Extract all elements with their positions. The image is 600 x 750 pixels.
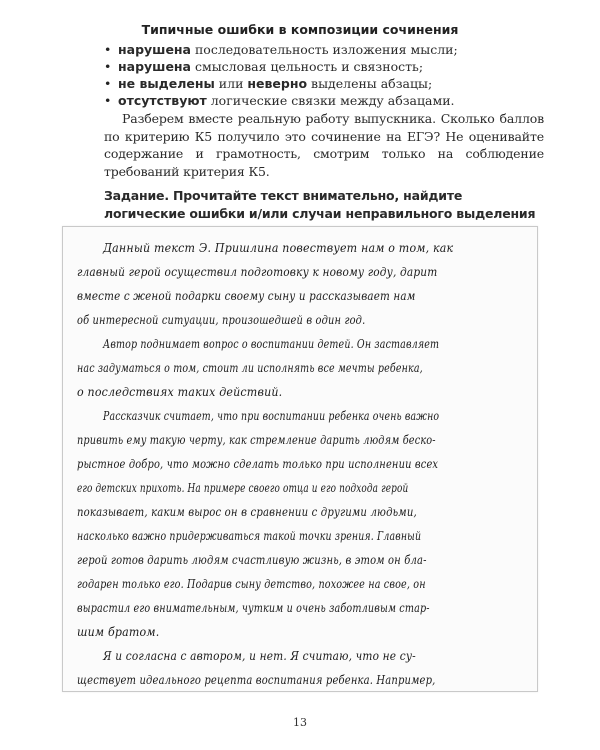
handwritten-line: главный герой осуществил подготовку к новому году, дарит xyxy=(77,265,438,279)
handwritten-line: о последствиях таких действий. xyxy=(77,385,283,399)
list-item: • отсутствуют логические связки между абзацами. xyxy=(104,92,524,109)
handwritten-line: ществует идеального рецепта воспитания ребенка. Например, xyxy=(77,673,436,687)
handwritten-line: Автор поднимает вопрос о воспитании детей. Он заставляет xyxy=(103,337,440,351)
handwritten-line: вместе с женой подарки своему сыну и рассказывает нам xyxy=(77,289,416,303)
handwritten-line: его детских прихоть. На примере своего отца и его подхода герой xyxy=(77,481,409,495)
handwritten-essay-scan xyxy=(62,226,538,692)
handwritten-line: насколько важно придерживаться такой точки зрения. Главный xyxy=(77,529,422,543)
page-number: 13 xyxy=(293,716,307,729)
handwritten-line: об интересной ситуации, произошедшей в один год. xyxy=(77,313,366,327)
handwritten-line: нас задуматься о том, стоит ли исполнять все мечты ребенка, xyxy=(77,361,423,375)
handwritten-line: вырастил его внимательным, чутким и очень заботливым стар- xyxy=(77,601,430,615)
handwritten-line: привить ему такую черту, как стремление дарить людям беско- xyxy=(77,433,436,447)
handwritten-line: Данный текст Э. Пришлина повествует нам о том, как xyxy=(103,241,454,255)
section-heading: Типичные ошибки в композиции сочинения xyxy=(141,22,459,37)
list-item: • нарушена смысловая цельность и связность; xyxy=(104,58,524,75)
handwritten-line: показывает, каким вырос он в сравнении с другими людьми, xyxy=(77,505,417,519)
error-list xyxy=(104,41,524,109)
handwritten-line: Я и согласна с автором, и нет. Я считаю, что не су- xyxy=(103,649,416,663)
handwritten-line: рыстное добро, что можно сделать только при исполнении всех xyxy=(77,457,439,471)
list-item: • не выделены или неверно выделены абзацы; xyxy=(104,75,524,92)
handwritten-line: шим братом. xyxy=(77,625,160,639)
handwritten-line: Рассказчик считает, что при воспитании ребенка очень важно xyxy=(103,409,440,423)
intro-paragraph: Разберем вместе реальную работу выпускника. Сколько баллов по критерию К5 получило это сочинение на ЕГЭ? Не оценивайте содержание и грамотность, смотрим только на соблюдение требований критерия К5. xyxy=(104,111,544,179)
list-item: • нарушена последовательность изложения мысли; xyxy=(104,41,524,58)
handwritten-line: герой готов дарить людям счастливую жизнь, в этом он бла- xyxy=(77,553,427,567)
task-paragraph: Задание. Прочитайте текст внимательно, найдите логические ошибки и/или случаи неправильного выделения xyxy=(104,188,536,221)
handwritten-line: годарен только его. Подарив сыну детство, похожее на свое, он xyxy=(77,577,426,591)
